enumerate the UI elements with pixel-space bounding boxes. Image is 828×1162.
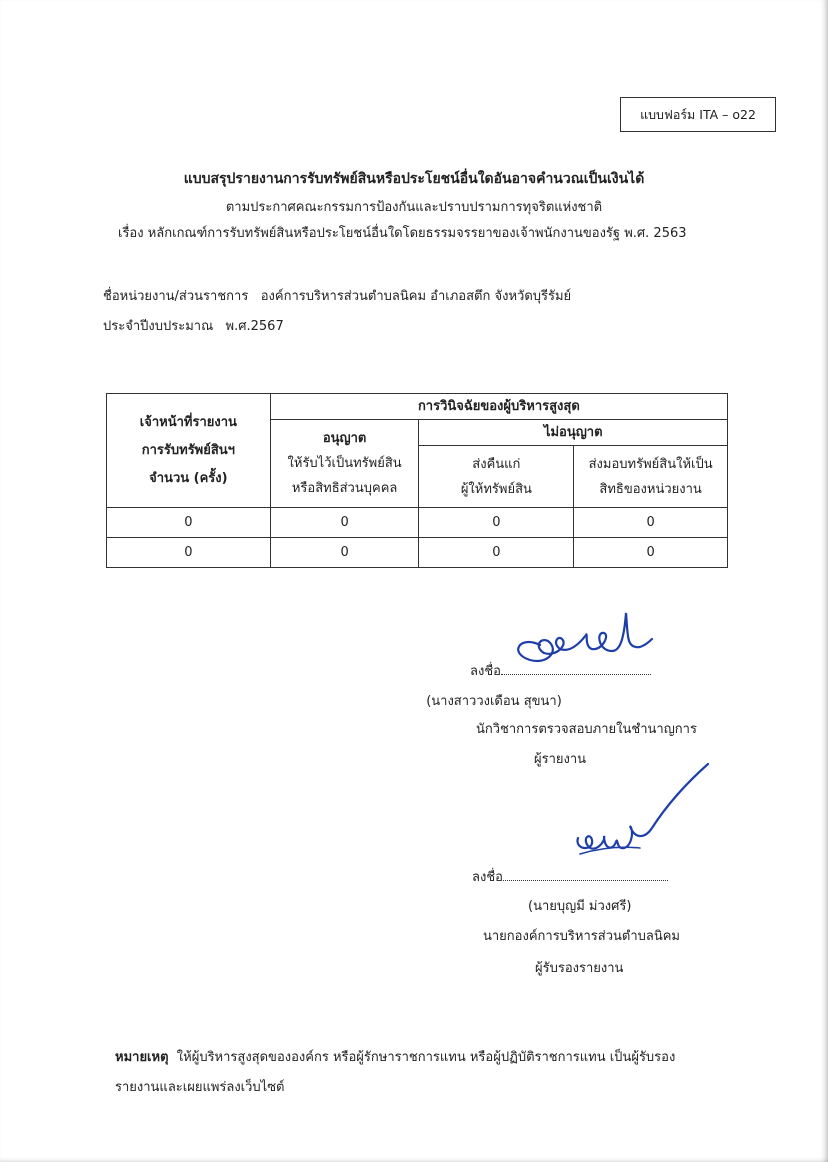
form-id-box [620, 97, 776, 132]
reporter-header-line-3: จำนวน (ครั้ง) [149, 470, 228, 486]
report-title: แบบสรุปรายงานการรับทรัพย์สินหรือประโยชน์อื่นใดอันอาจคำนวณเป็นเงินได้ [183, 171, 645, 187]
signature-1-role: ผู้รายงาน [534, 752, 587, 767]
note-line-1 [115, 1046, 675, 1067]
table-cell: 0 [419, 508, 574, 538]
approve-header: อนุญาต [322, 431, 367, 446]
signature-1-position: นักวิชาการตรวจสอบภายในชำนาญการ [476, 722, 697, 737]
return-line-1: ส่งคืนแก่ [472, 456, 521, 472]
agency-line [103, 285, 571, 306]
table-cell: 0 [574, 508, 728, 538]
fiscal-year-value: พ.ศ.2567 [225, 319, 284, 334]
return-line-2: ผู้ให้ทรัพย์สิน [460, 481, 532, 497]
report-subtitle-2: เรื่อง หลักเกณฑ์การรับทรัพย์สินหรือประโยชน์อื่นใดโดยธรรมจรรยาของเจ้าพนักงานของรัฐ พ.ศ. 2563 [118, 226, 687, 241]
signature-2-label: ลงชื่อ [472, 870, 503, 885]
table-cell: 0 [574, 538, 728, 568]
table-row [107, 508, 728, 538]
signature-2-role: ผู้รับรองรายงาน [535, 961, 624, 976]
deliver-line-2: สิทธิของหน่วยงาน [599, 481, 702, 497]
table-cell: 0 [270, 538, 419, 568]
fiscal-year-line [103, 315, 284, 336]
report-table [106, 393, 728, 568]
report-subtitle-1: ตามประกาศคณะกรรมการป้องกันและปราบปรามการทุจริตแห่งชาติ [225, 200, 603, 215]
deny-header: ไม่อนุญาต [419, 420, 728, 446]
decision-header: การวินิจฉัยของผู้บริหารสูงสุด [270, 394, 727, 420]
approve-header-cell [270, 420, 419, 508]
approve-desc-line-1: ให้รับไว้เป็นทรัพย์สิน [287, 456, 402, 471]
note-label: หมายเหตุ [115, 1050, 169, 1065]
agency-value: องค์การบริหารส่วนตำบลนิคม อำเภอสตึก จังหวัดบุรีรัมย์ [260, 289, 572, 304]
signature-1-line [470, 660, 651, 681]
table-cell: 0 [270, 508, 419, 538]
reporter-count-header [107, 394, 271, 508]
table-row [107, 538, 728, 568]
reporter-header-line-2: การรับทรัพย์สินฯ [141, 442, 235, 458]
note-text-2: รายงานและเผยแพร่ลงเว็บไซต์ [115, 1080, 285, 1095]
table-cell: 0 [107, 508, 271, 538]
agency-label: ชื่อหน่วยงาน/ส่วนราชการ [103, 289, 249, 304]
approve-desc-line-2: หรือสิทธิส่วนบุคคล [291, 481, 398, 496]
return-header [419, 446, 574, 508]
deliver-header [574, 446, 728, 508]
signature-1-name: (นางสาววงเดือน สุขนา) [426, 694, 562, 709]
signature-2-line [472, 866, 668, 887]
signature-2-name: (นายบุญมี ม่วงศรี) [528, 899, 632, 914]
signature-1-dotted-line [501, 674, 651, 675]
table-cell: 0 [419, 538, 574, 568]
signature-2-dotted-line [503, 880, 668, 881]
form-id: แบบฟอร์ม ITA – o22 [640, 106, 756, 122]
signature-2-position: นายกองค์การบริหารส่วนตำบลนิคม [483, 929, 680, 944]
fiscal-year-label: ประจำปีงบประมาณ [103, 319, 214, 334]
table-cell: 0 [107, 538, 271, 568]
deliver-line-1: ส่งมอบทรัพย์สินให้เป็น [588, 456, 713, 472]
note-text-1: ให้ผู้บริหารสูงสุดขององค์กร หรือผู้รักษาราชการแทน หรือผู้ปฏิบัติราชการแทน เป็นผู้รับรอง [176, 1050, 676, 1065]
signature-2-image [560, 760, 720, 875]
signature-1-label: ลงชื่อ [470, 664, 501, 679]
reporter-header-line-1: เจ้าหน้าที่รายงาน [139, 414, 237, 430]
